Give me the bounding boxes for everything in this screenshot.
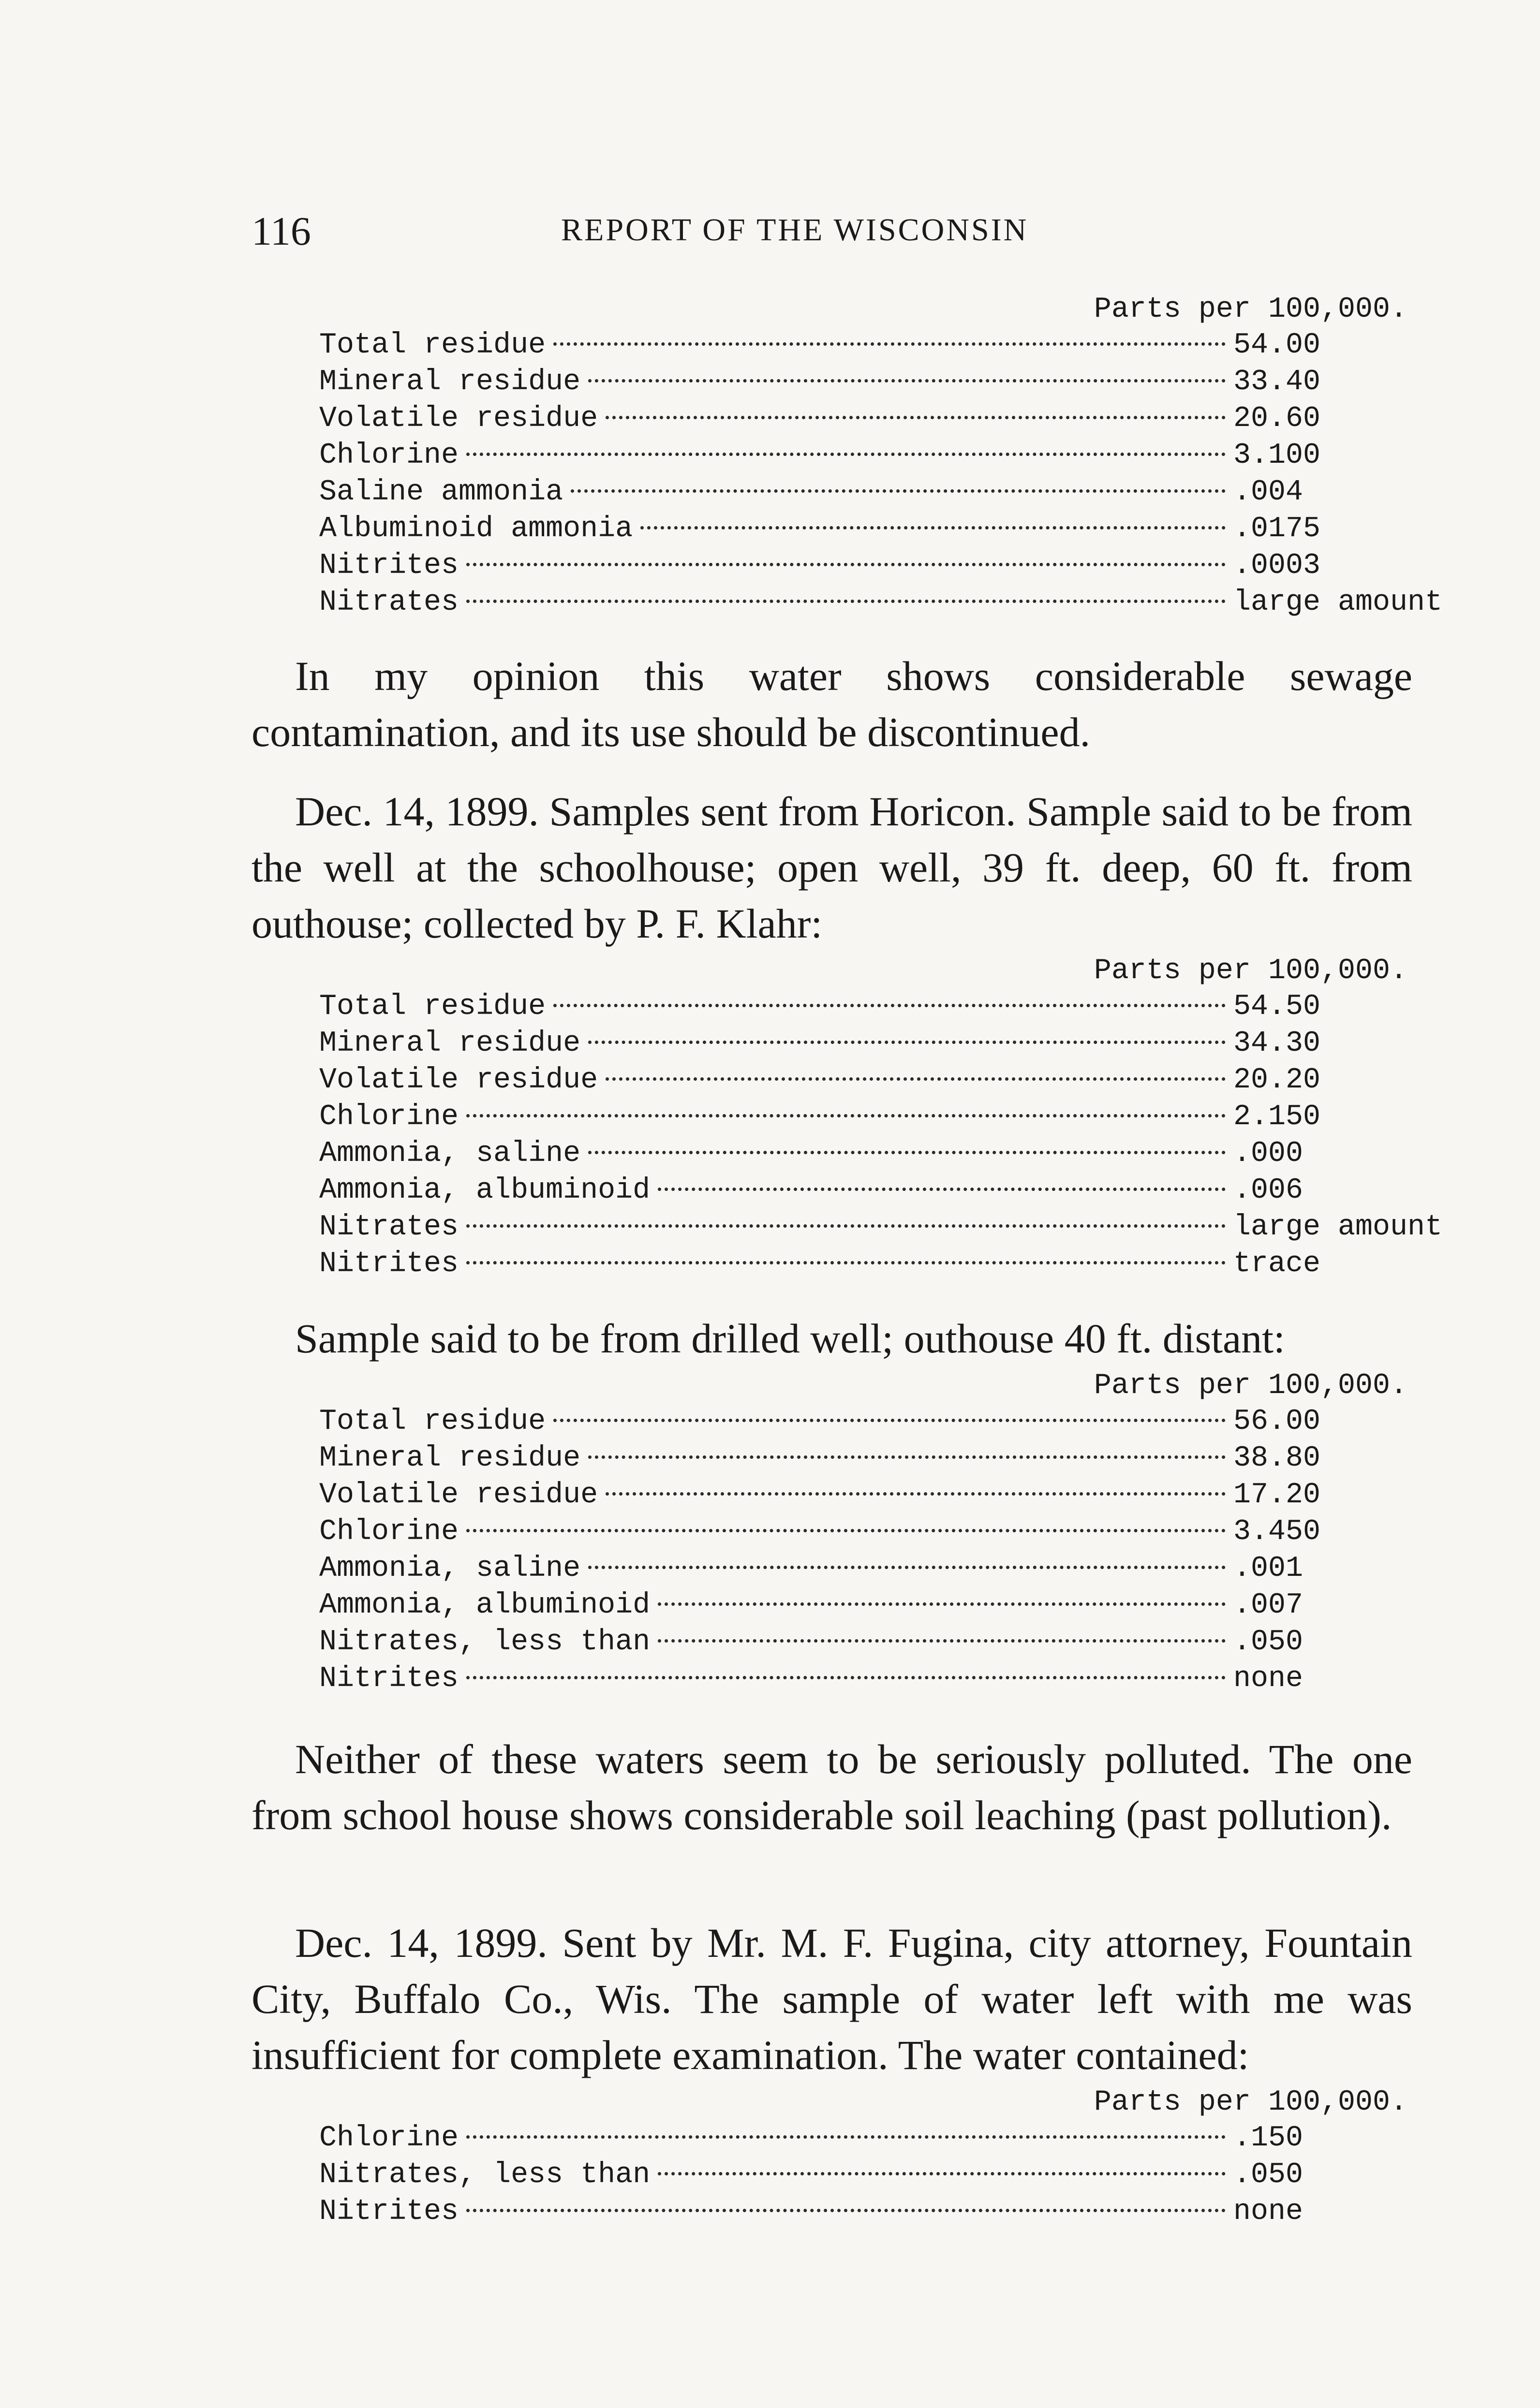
opinion-paragraph-2 (252, 1731, 1412, 1843)
table-row (319, 1211, 1443, 1248)
row-value: 34.30 (1233, 1027, 1321, 1060)
leader-dots (640, 526, 1226, 529)
analysis-section-4 (252, 1915, 1412, 2232)
leader-dots (658, 1639, 1226, 1643)
paragraph: Neither of these waters seem to be seriously polluted. The one from school house shows considerable soil leaching (past pollution). (252, 1736, 1412, 1838)
row-value: 54.50 (1233, 990, 1321, 1023)
row-label: Chlorine (319, 2122, 459, 2155)
opinion-paragraph-1 (252, 648, 1412, 760)
leader-dots (466, 2135, 1226, 2139)
row-label: Volatile residue (319, 402, 598, 435)
row-value: .007 (1233, 1589, 1303, 1622)
row-label: Mineral residue (319, 1442, 581, 1475)
row-value: trace (1233, 1248, 1321, 1280)
leader-dots (466, 1529, 1226, 1532)
paragraph: In my opinion this water shows considerable sewage contamination, and its use should be discontinued. (252, 653, 1412, 755)
row-label: Chlorine (319, 1515, 459, 1548)
leader-dots (466, 1676, 1226, 1679)
units-heading: Parts per 100,000. (1094, 954, 1407, 987)
table-row (319, 586, 1443, 623)
row-value: none (1233, 2195, 1303, 2228)
leader-dots (658, 2172, 1226, 2175)
row-value: .000 (1233, 1137, 1303, 1170)
row-value: none (1233, 1662, 1303, 1695)
row-value: .001 (1233, 1552, 1303, 1585)
units-heading: Parts per 100,000. (1094, 293, 1407, 326)
leader-dots (466, 453, 1226, 456)
row-value: 17.20 (1233, 1479, 1321, 1512)
table-row (319, 476, 1388, 513)
row-label: Ammonia, albuminoid (319, 1174, 651, 1207)
row-value: .050 (1233, 1626, 1303, 1659)
row-value: 3.100 (1233, 439, 1321, 472)
analysis-section-1 (252, 290, 1443, 623)
row-label: Nitrates, less than (319, 1626, 651, 1659)
units-heading: Parts per 100,000. (1094, 2086, 1407, 2119)
table-row (319, 1064, 1388, 1101)
page-number: 116 (252, 209, 311, 254)
table-row (319, 1101, 1388, 1137)
table-row (319, 366, 1388, 402)
row-label: Mineral residue (319, 1027, 581, 1060)
table-row (319, 513, 1388, 549)
row-label: Chlorine (319, 439, 459, 472)
leader-dots (606, 416, 1226, 419)
row-value: .006 (1233, 1174, 1303, 1207)
leader-dots (588, 1151, 1226, 1154)
row-value: 33.40 (1233, 366, 1321, 398)
table-row (319, 1589, 1388, 1626)
leader-dots (466, 1114, 1226, 1117)
analysis-section-2 (252, 783, 1443, 1284)
table-row (319, 1248, 1388, 1284)
row-label: Nitrates (319, 1211, 459, 1244)
analysis-table (319, 1405, 1388, 1699)
row-value: large amount (1233, 1211, 1443, 1244)
table-row (319, 1552, 1388, 1589)
table-row (319, 2158, 1388, 2195)
analysis-table (319, 2122, 1388, 2232)
analysis-table (319, 329, 1443, 623)
row-label: Nitrites (319, 2195, 459, 2228)
table-row (319, 2195, 1388, 2232)
leader-dots (588, 1041, 1226, 1044)
row-value: .050 (1233, 2158, 1303, 2191)
leader-dots (606, 1077, 1226, 1081)
row-label: Nitrites (319, 549, 459, 582)
row-label: Nitrites (319, 1248, 459, 1280)
row-label: Ammonia, albuminoid (319, 1589, 651, 1622)
row-value: 54.00 (1233, 329, 1321, 362)
leader-dots (588, 1455, 1226, 1459)
row-label: Mineral residue (319, 366, 581, 398)
row-value: 2.150 (1233, 1101, 1321, 1133)
table-row (319, 1137, 1388, 1174)
row-label: Nitrates (319, 586, 459, 619)
table-row (319, 329, 1388, 366)
section-intro: Dec. 14, 1899. Sent by Mr. M. F. Fugina, city attorney, Fountain City, Buffalo Co., Wis. The sample of water left with me was insufficient for complete examination. The water contained: (252, 1920, 1412, 2078)
leader-dots (588, 1566, 1226, 1569)
row-value: large amount (1233, 586, 1443, 619)
row-label: Volatile residue (319, 1064, 598, 1097)
running-head: REPORT OF THE WISCONSIN (561, 212, 1029, 248)
row-value: 3.450 (1233, 1515, 1321, 1548)
leader-dots (588, 379, 1226, 382)
row-label: Nitrates, less than (319, 2158, 651, 2191)
table-row (319, 990, 1388, 1027)
row-label: Total residue (319, 1405, 546, 1438)
table-row (319, 439, 1388, 476)
table-row (319, 402, 1388, 439)
row-label: Ammonia, saline (319, 1552, 581, 1585)
row-value: 56.00 (1233, 1405, 1321, 1438)
row-value: .004 (1233, 476, 1303, 509)
row-label: Volatile residue (319, 1479, 598, 1512)
row-label: Total residue (319, 990, 546, 1023)
row-label: Saline ammonia (319, 476, 563, 509)
section-intro: Dec. 14, 1899. Samples sent from Horicon. Sample said to be from the well at the schoolhouse; open well, 39 ft. deep, 60 ft. from outhouse; collected by P. F. Klahr: (252, 788, 1412, 947)
leader-dots (466, 2209, 1226, 2212)
row-label: Total residue (319, 329, 546, 362)
row-label: Ammonia, saline (319, 1137, 581, 1170)
row-value: 38.80 (1233, 1442, 1321, 1475)
table-row (319, 1626, 1388, 1662)
table-row (319, 1405, 1388, 1442)
row-label: Chlorine (319, 1101, 459, 1133)
section-intro: Sample said to be from drilled well; outhouse 40 ft. distant: (295, 1315, 1285, 1362)
table-row (319, 1442, 1388, 1479)
table-row (319, 1662, 1388, 1699)
row-label: Nitrites (319, 1662, 459, 1695)
table-row (319, 549, 1388, 586)
row-value: .0175 (1233, 513, 1321, 545)
table-row (319, 1174, 1388, 1211)
leader-dots (553, 342, 1226, 346)
leader-dots (658, 1188, 1226, 1191)
table-row (319, 2122, 1388, 2158)
row-value: .0003 (1233, 549, 1321, 582)
row-value: .150 (1233, 2122, 1303, 2155)
row-label: Albuminoid ammonia (319, 513, 633, 545)
leader-dots (571, 489, 1226, 493)
leader-dots (606, 1492, 1226, 1496)
leader-dots (466, 600, 1226, 603)
page-header (252, 208, 1412, 261)
table-row (319, 1027, 1388, 1064)
table-row (319, 1515, 1388, 1552)
leader-dots (658, 1602, 1226, 1606)
leader-dots (466, 1224, 1226, 1228)
row-value: 20.20 (1233, 1064, 1321, 1097)
leader-dots (553, 1004, 1226, 1007)
analysis-table (319, 990, 1443, 1284)
leader-dots (553, 1419, 1226, 1422)
units-heading: Parts per 100,000. (1094, 1369, 1407, 1402)
table-row (319, 1479, 1388, 1515)
leader-dots (466, 1261, 1226, 1264)
row-value: 20.60 (1233, 402, 1321, 435)
analysis-section-3 (252, 1310, 1412, 1699)
leader-dots (466, 563, 1226, 566)
